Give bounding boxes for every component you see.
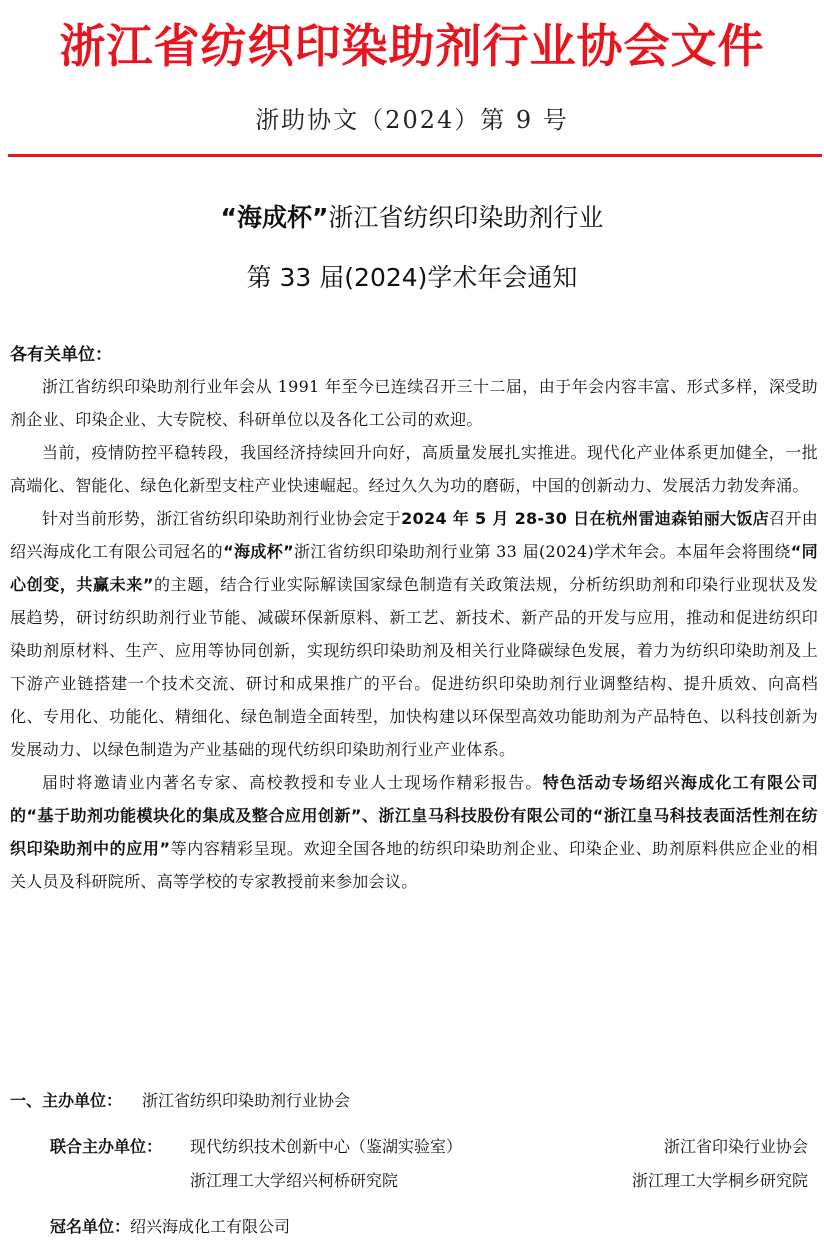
notice-title-line1-rest: 浙江省纺织印染助剂行业 xyxy=(328,203,604,232)
paragraph-3 xyxy=(10,502,818,766)
p4-text-c: 等内容精彩呈现。欢迎全国各地的纺织印染助剂企业、印染企业、助剂原料供应企业的相关人员及科研院所、高等学校的专家教授前来参加会议。 xyxy=(10,839,818,891)
featured-sessions: 特色活动专场绍兴海成化工有限公司的“基于助剂功能模块化的集成及整合应用创新”、浙江皇马科技股份有限公司的“浙江皇马科技表面活性剂在纺织印染助剂中的应用” xyxy=(10,773,818,858)
notice-body xyxy=(10,370,818,898)
addressee: 各有关单位： xyxy=(10,345,112,365)
p3-text-g: 的主题，结合行业实际解读国家绿色制造有关政策法规，分析纺织助剂和印染行业现状及发展趋势，研讨纺织助剂行业节能、减碳环保新原料、新工艺、新技术、新产品的开发与应用，推动和促进纺织印染助剂原材料、生产、应用等协同创新，实现纺织印染助剂及相关行业降碳绿色发展，着力为纺织印染助剂及上下游产业链搭建一个技术交流、研讨和成果推广的平台。促进纺织印染助剂行业调整结构、提升质效、向高档化、专用化、功能化、精细化、绿色制造全面转型，加快构建以环保型高效功能助剂为产品特色、以科技创新为发展动力、以绿色制造为产业基础的现代纺织印染助剂行业产业体系。 xyxy=(10,575,818,759)
co-organizer-item: 浙江理工大学绍兴柯桥研究院 xyxy=(190,1171,399,1190)
p3-cup-name: “海成杯” xyxy=(223,542,294,561)
co-organizer-item: 现代纺织技术创新中心（鉴湖实验室） xyxy=(190,1137,463,1156)
notice-title-line2: 第 33 届(2024)学术年会通知 xyxy=(246,263,578,292)
cup-name: “海成杯” xyxy=(220,203,329,232)
p4-text-a: 届时将邀请业内著名专家、高校教授和专业人士现场作精彩报告。 xyxy=(42,773,543,792)
p3-text-e: 浙江省纺织印染助剂行业第 33 届(2024)学术年会。本届年会将围绕 xyxy=(293,542,791,561)
red-divider xyxy=(8,154,822,157)
paragraph-1: 浙江省纺织印染助剂行业年会从 1991 年至今已连续召开三十二届，由于年会内容丰富、形式多样，深受助剂企业、印染企业、大专院校、科研单位以及各化工公司的欢迎。 xyxy=(10,377,818,429)
organizer-value: 浙江省纺织印染助剂行业协会 xyxy=(142,1091,351,1110)
co-organizer-label: 联合主办单位： xyxy=(50,1137,163,1156)
notice-title-line1 xyxy=(0,198,824,234)
paragraph-2: 当前，疫情防控平稳转段，我国经济持续回升向好，高质量发展扎实推进。现代化产业体系更加健全，一批高端化、智能化、绿色化新型支柱产业快速崛起。经过久久为功的磨砺，中国的创新动力、发展活力勃发奔涌。 xyxy=(10,443,818,495)
p3-text-c: 召开由绍兴海成化工有限公司冠名的 xyxy=(10,509,818,561)
p3-text-a: 针对当前形势，浙江省纺织印染助剂行业协会定于 xyxy=(42,509,402,528)
co-organizer-item: 浙江理工大学桐乡研究院 xyxy=(631,1171,808,1190)
sponsor-value: 绍兴海成化工有限公司 xyxy=(130,1217,291,1236)
meeting-theme: “同心创变，共赢未来” xyxy=(10,542,818,594)
sponsor-line xyxy=(50,1214,290,1237)
organizer-section xyxy=(10,1088,350,1111)
org-header-title: 浙江省纺织印染助剂行业协会文件 xyxy=(59,19,765,73)
co-organizer-item: 浙江省印染行业协会 xyxy=(663,1137,808,1156)
meeting-date-venue: 2024 年 5 月 28-30 日在杭州雷迪森铂丽大饭店 xyxy=(401,509,770,528)
sponsor-label: 冠名单位： xyxy=(50,1217,131,1236)
organizer-label: 一、主办单位： xyxy=(10,1091,123,1110)
paragraph-4 xyxy=(10,766,818,898)
document-number: 浙助协文（2024）第 9 号 xyxy=(255,106,569,134)
